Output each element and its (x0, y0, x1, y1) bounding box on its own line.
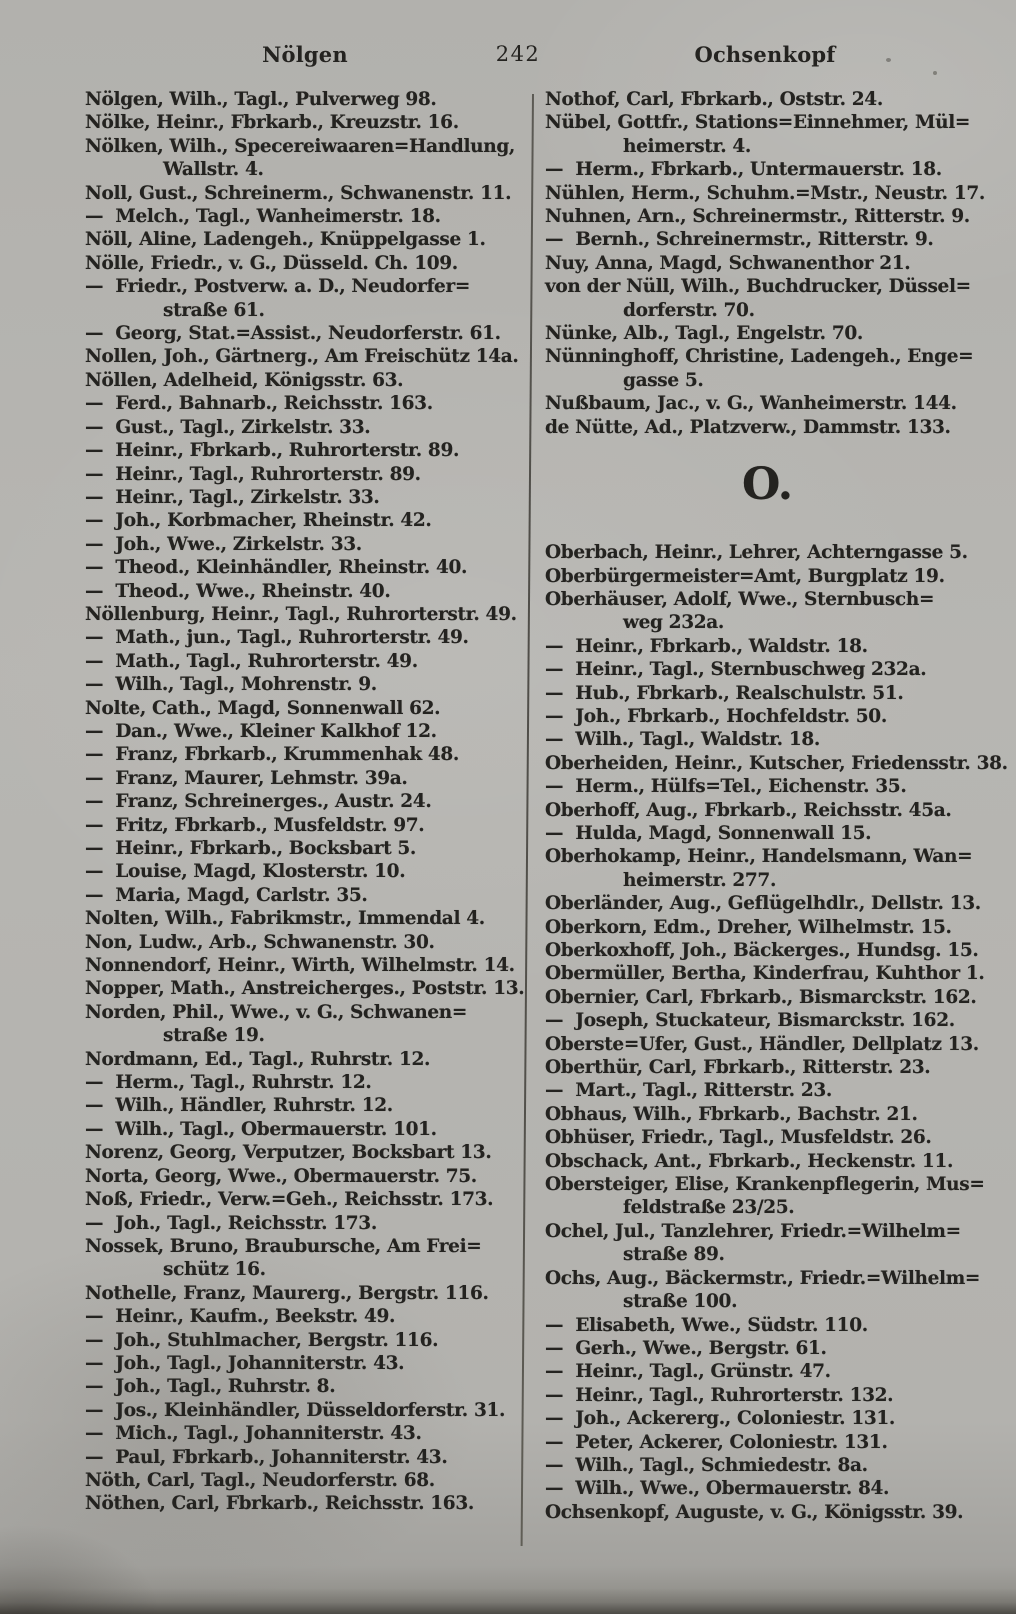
entry-line: — Ferd., Bahnarb., Reichsstr. 163. (85, 393, 433, 415)
entry-line: — Wilh., Händler, Ruhrstr. 12. (85, 1095, 393, 1117)
entry-line: Obermüller, Bertha, Kinderfrau, Kuhthor 1. (545, 963, 985, 985)
entry-line: Nöllen, Adelheid, Königsstr. 63. (85, 369, 404, 391)
entry-line: Nordmann, Ed., Tagl., Ruhrstr. 12. (85, 1048, 431, 1070)
entry-line: — Maria, Magd, Carlstr. 35. (85, 884, 368, 906)
entry-line: Nölke, Heinr., Fbrkarb., Kreuzstr. 16. (85, 112, 459, 134)
entry-line: Obernier, Carl, Fbrkarb., Bismarckstr. 162. (545, 986, 977, 1008)
entry-line: — Franz, Fbrkarb., Krummenhak 48. (85, 744, 460, 766)
entry-line: — Joh., Fbrkarb., Hochfeldstr. 50. (545, 705, 887, 727)
entry-line: — Theod., Kleinhändler, Rheinstr. 40. (85, 557, 468, 579)
section-letter-heading: O. (741, 459, 794, 511)
entry-line: straße 100. (623, 1291, 738, 1313)
entry-line: Nöll, Aline, Ladengeh., Knüppelgasse 1. (85, 229, 486, 251)
entry-line: — Heinr., Tagl., Zirkelstr. 33. (85, 486, 380, 508)
entry-line: heimerstr. 277. (623, 869, 777, 891)
entry-line: Ochs, Aug., Bäckermstr., Friedr.=Wilhelm= (545, 1267, 981, 1289)
entry-line: Nölgen, Wilh., Tagl., Pulverweg 98. (85, 89, 437, 110)
entry-line: — Gust., Tagl., Zirkelstr. 33. (85, 416, 371, 438)
entry-line: Nünke, Alb., Tagl., Engelstr. 70. (545, 323, 863, 345)
entry-line: — Math., Tagl., Ruhrorterstr. 49. (85, 650, 418, 672)
header-keyword-right: Ochsenkopf (694, 42, 836, 67)
entry-line: Oberste=Ufer, Gust., Händler, Dellplatz 13. (545, 1033, 979, 1055)
entry-line: — Bernh., Schreinermstr., Ritterstr. 9. (545, 229, 934, 251)
entry-line: — Joh., Ackererg., Coloniestr. 131. (545, 1408, 896, 1430)
entry-line: — Joh., Wwe., Zirkelstr. 33. (85, 533, 362, 555)
entry-line: — Herm., Hülfs=Tel., Eichenstr. 35. (545, 776, 907, 798)
entry-line: — Heinr., Tagl., Sternbuschweg 232a. (545, 659, 927, 681)
header-keyword-left: Nölgen (262, 42, 348, 67)
entry-line: Oberthür, Carl, Fbrkarb., Ritterstr. 23. (545, 1057, 931, 1079)
entry-line: — Friedr., Postverw. a. D., Neudorfer= (85, 276, 471, 298)
entry-line: — Hub., Fbrkarb., Realschulstr. 51. (545, 682, 904, 704)
entry-line: Nöthen, Carl, Fbrkarb., Reichsstr. 163. (85, 1493, 474, 1515)
entry-line: Oberbürgermeister=Amt, Burgplatz 19. (545, 565, 945, 587)
entry-line: — Joh., Tagl., Johanniterstr. 43. (85, 1352, 405, 1374)
entry-line: Ochsenkopf, Auguste, v. G., Königsstr. 39. (545, 1501, 964, 1523)
entry-line: — Joh., Korbmacher, Rheinstr. 42. (85, 510, 432, 532)
page-header (0, 42, 1016, 76)
entry-line: — Herm., Tagl., Ruhrstr. 12. (85, 1072, 372, 1094)
entry-line: Nühlen, Herm., Schuhm.=Mstr., Neustr. 17. (545, 182, 985, 204)
entry-line: Norden, Phil., Wwe., v. G., Schwanen= (85, 1001, 468, 1023)
entry-line: Oberhäuser, Adolf, Wwe., Sternbusch= (545, 588, 935, 610)
entry-line: — Melch., Tagl., Wanheimerstr. 18. (85, 206, 441, 228)
entry-line: Obschack, Ant., Fbrkarb., Heckenstr. 11. (545, 1150, 954, 1172)
entry-line: — Mich., Tagl., Johanniterstr. 43. (85, 1423, 422, 1445)
entry-line: Norta, Georg, Wwe., Obermauerstr. 75. (85, 1165, 477, 1187)
scan-speck (933, 71, 937, 75)
entry-line: Obhaus, Wilh., Fbrkarb., Bachstr. 21. (545, 1103, 918, 1125)
entry-line: straße 89. (623, 1244, 725, 1266)
entry-line: — Peter, Ackerer, Coloniestr. 131. (545, 1431, 888, 1453)
entry-line: Nonnendorf, Heinr., Wirth, Wilhelmstr. 14. (85, 955, 515, 977)
entry-line: Nossek, Bruno, Braubursche, Am Frei= (85, 1235, 482, 1257)
entry-line: — Joh., Tagl., Ruhrstr. 8. (85, 1376, 336, 1398)
entry-line: Obhüser, Friedr., Tagl., Musfeldstr. 26. (545, 1127, 932, 1149)
left-column (85, 88, 527, 1516)
entry-line: — Wilh., Tagl., Obermauerstr. 101. (85, 1118, 437, 1140)
entry-line: Noß, Friedr., Verw.=Geh., Reichsstr. 173. (85, 1189, 494, 1211)
entry-line: — Jos., Kleinhändler, Düsseldorferstr. 31. (85, 1399, 506, 1421)
entry-line: Nolten, Wilh., Fabrikmstr., Immendal 4. (85, 908, 485, 930)
entry-line: — Franz, Schreinerges., Austr. 24. (85, 791, 432, 813)
entry-line: — Math., jun., Tagl., Ruhrorterstr. 49. (85, 627, 469, 649)
entry-line: Nöth, Carl, Tagl., Neudorferstr. 68. (85, 1469, 435, 1491)
entry-line: Ochel, Jul., Tanzlehrer, Friedr.=Wilhelm= (545, 1220, 961, 1242)
entry-line: — Heinr., Fbrkarb., Ruhrorterstr. 89. (85, 440, 460, 462)
entry-line: Nollen, Joh., Gärtnerg., Am Freischütz 14a. (85, 346, 519, 368)
entry-line: — Wilh., Wwe., Obermauerstr. 84. (545, 1478, 890, 1500)
entry-line: Oberbach, Heinr., Lehrer, Achterngasse 5. (545, 542, 968, 564)
entry-line: Nothof, Carl, Fbrkarb., Oststr. 24. (545, 89, 883, 110)
entry-line: — Paul, Fbrkarb., Johanniterstr. 43. (85, 1446, 448, 1468)
entry-line: — Wilh., Tagl., Waldstr. 18. (545, 729, 820, 751)
entry-line: Noll, Gust., Schreinerm., Schwanenstr. 11. (85, 182, 512, 204)
header-page-number: 242 (495, 42, 541, 66)
entry-line: heimerstr. 4. (623, 135, 751, 157)
entry-line: — Theod., Wwe., Rheinstr. 40. (85, 580, 391, 602)
entry-line: Oberländer, Aug., Geflügelhdlr., Dellstr. 13. (545, 893, 981, 915)
entry-line: schütz 16. (163, 1259, 266, 1281)
entry-line: — Fritz, Fbrkarb., Musfeldstr. 97. (85, 814, 425, 836)
entry-line: straße 61. (163, 299, 265, 321)
entry-line: — Joh., Tagl., Reichsstr. 173. (85, 1212, 377, 1234)
entry-line: Nußbaum, Jac., v. G., Wanheimerstr. 144. (545, 393, 957, 415)
entry-line: — Heinr., Tagl., Grünstr. 47. (545, 1361, 831, 1383)
entry-line: Nothelle, Franz, Maurerg., Bergstr. 116. (85, 1282, 489, 1304)
entry-line: gasse 5. (623, 369, 704, 391)
entry-line: — Franz, Maurer, Lehmstr. 39a. (85, 767, 408, 789)
entry-line: Nuhnen, Arn., Schreinermstr., Ritterstr. 9. (545, 206, 970, 228)
entry-line: — Wilh., Tagl., Schmiedestr. 8a. (545, 1454, 868, 1476)
entry-line: Nölken, Wilh., Specereiwaaren=Handlung, (85, 135, 515, 157)
entry-line: — Elisabeth, Wwe., Südstr. 110. (545, 1314, 868, 1336)
entry-line: — Heinr., Fbrkarb., Bocksbart 5. (85, 838, 416, 859)
entry-line: Nopper, Math., Anstreicherges., Poststr. 13. (85, 978, 525, 1000)
entry-line: — Herm., Fbrkarb., Untermauerstr. 18. (545, 159, 942, 181)
scan-corner-smudge (0, 1524, 160, 1614)
entry-line: Nünninghoff, Christine, Ladengeh., Enge= (545, 346, 974, 368)
entry-line: — Wilh., Tagl., Mohrenstr. 9. (85, 674, 377, 696)
entry-line: — Heinr., Tagl., Ruhrorterstr. 132. (545, 1384, 894, 1406)
entry-line: Oberhoff, Aug., Fbrkarb., Reichsstr. 45a. (545, 799, 952, 821)
entry-line: — Mart., Tagl., Ritterstr. 23. (545, 1080, 832, 1102)
entry-line: Norenz, Georg, Verputzer, Bocksbart 13. (85, 1142, 492, 1164)
entry-line: Nolte, Cath., Magd, Sonnenwall 62. (85, 697, 441, 719)
entry-line: — Joseph, Stuckateur, Bismarckstr. 162. (545, 1010, 955, 1032)
entry-line: — Dan., Wwe., Kleiner Kalkhof 12. (85, 720, 437, 742)
entry-line: feldstraße 23/25. (623, 1197, 795, 1219)
entry-line: Nöllenburg, Heinr., Tagl., Ruhrorterstr. 49. (85, 603, 517, 625)
scan-speck (886, 58, 891, 62)
right-column (545, 88, 1008, 1524)
entry-line: Obersteiger, Elise, Krankenpflegerin, Mus= (545, 1174, 985, 1196)
entry-line: dorferstr. 70. (623, 299, 755, 321)
entry-line: Oberkoxhoff, Joh., Bäckerges., Hundsg. 15. (545, 940, 979, 961)
entry-line: Oberkorn, Edm., Dreher, Wilhelmstr. 15. (545, 916, 952, 938)
entry-line: Oberhokamp, Heinr., Handelsmann, Wan= (545, 846, 973, 868)
entry-line: straße 19. (163, 1025, 265, 1047)
entry-line: — Joh., Stuhlmacher, Bergstr. 116. (85, 1329, 439, 1351)
entry-line: — Louise, Magd, Klosterstr. 10. (85, 861, 406, 883)
entry-line: Nuy, Anna, Magd, Schwanenthor 21. (545, 252, 911, 274)
entry-line: Wallstr. 4. (163, 159, 264, 181)
entry-line: Nölle, Friedr., v. G., Düsseld. Ch. 109. (85, 252, 458, 274)
entry-line: weg 232a. (623, 612, 724, 634)
entry-line: Nübel, Gottfr., Stations=Einnehmer, Mül= (545, 112, 971, 134)
entry-line: — Georg, Stat.=Assist., Neudorferstr. 61. (85, 323, 501, 345)
entry-line: — Heinr., Kaufm., Beekstr. 49. (85, 1306, 396, 1328)
entry-line: — Heinr., Tagl., Ruhrorterstr. 89. (85, 463, 421, 485)
entry-line: — Hulda, Magd, Sonnenwall 15. (545, 822, 872, 844)
entry-line: — Gerh., Wwe., Bergstr. 61. (545, 1337, 827, 1359)
entry-line: — Heinr., Fbrkarb., Waldstr. 18. (545, 635, 868, 657)
page-bottom-shadow (0, 1588, 1016, 1614)
entry-line: de Nütte, Ad., Platzverw., Dammstr. 133. (545, 416, 951, 438)
entry-line: Non, Ludw., Arb., Schwanenstr. 30. (85, 931, 435, 953)
entry-line: Oberheiden, Heinr., Kutscher, Friedensstr. 38. (545, 752, 1008, 774)
entry-line: von der Nüll, Wilh., Buchdrucker, Düssel= (545, 276, 971, 298)
